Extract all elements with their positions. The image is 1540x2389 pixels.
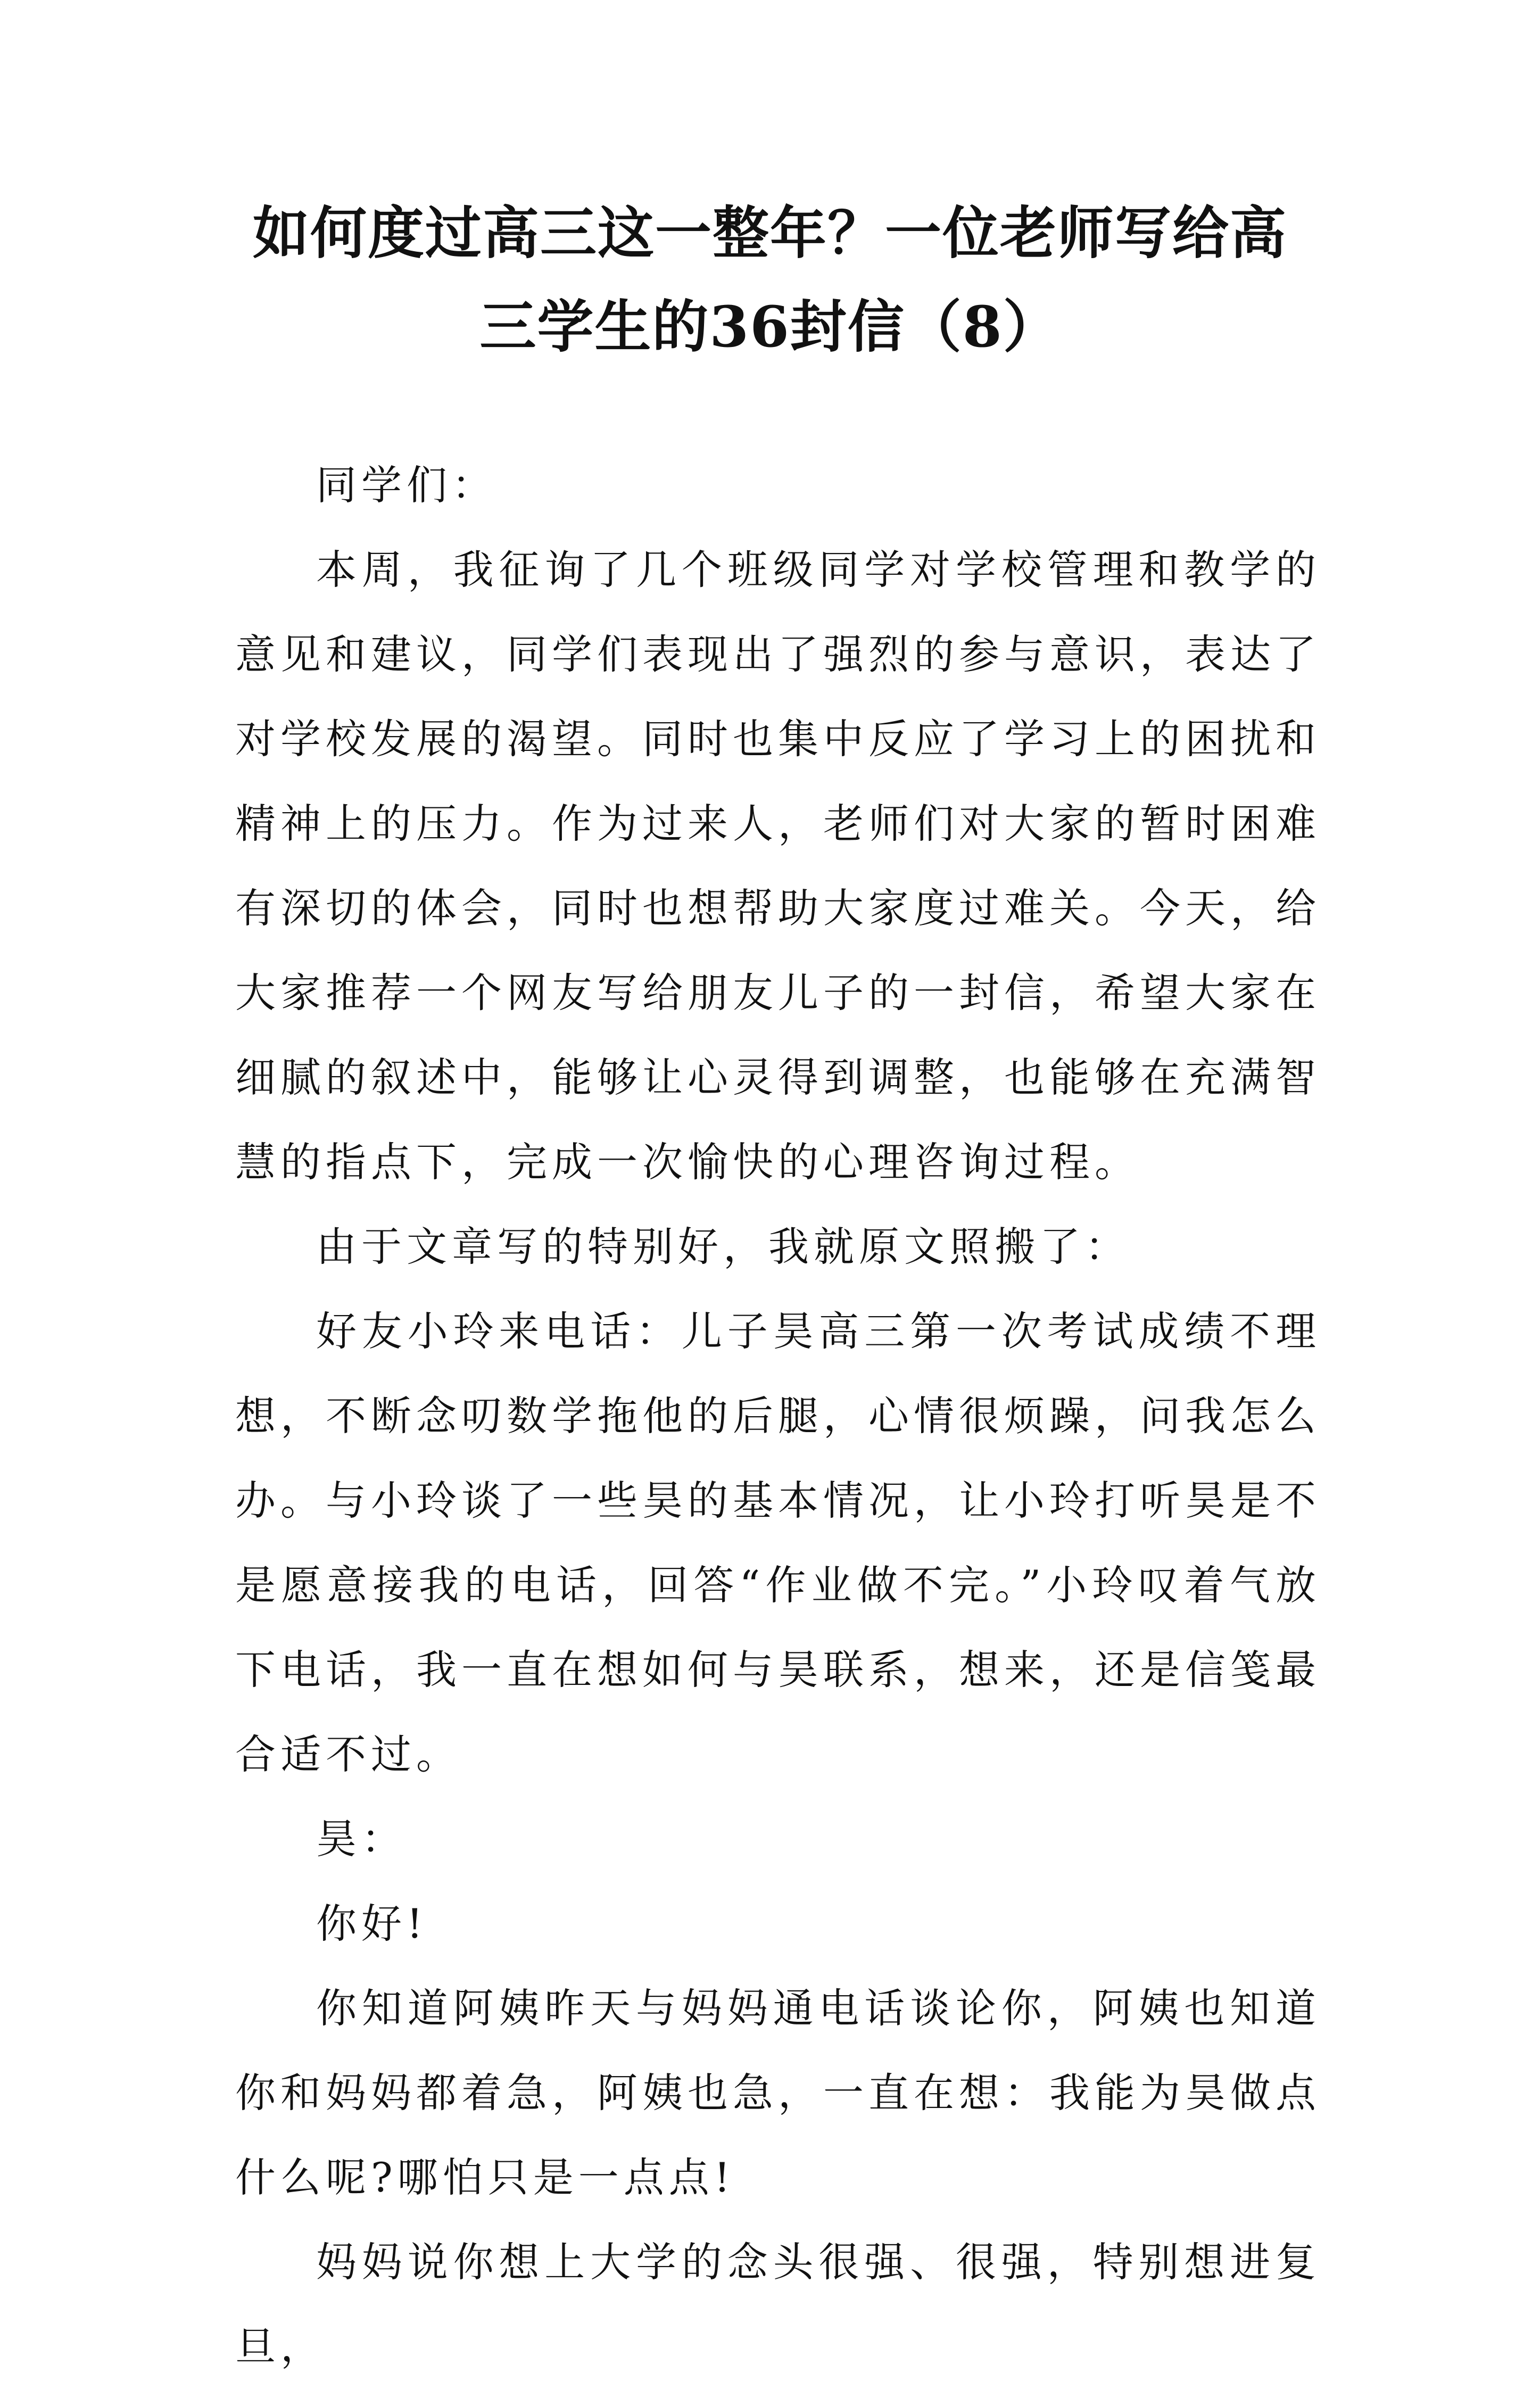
body-paragraph: 好友小玲来电话：儿子昊高三第一次考试成绩不理想，不断念叨数学拖他的后腿，心情很烦躁，问我怎么办。与小玲谈了一些昊的基本情况，让小玲打听昊是不是愿意接我的电话，回答“作业做不完。”小玲叹着气放下电话，我一直在想如何与昊联系，想来，还是信笺最合适不过。 (235, 1308, 1321, 1778)
body-paragraph: 本周，我征询了几个班级同学对学校管理和教学的意见和建议，同学们表现出了强烈的参与意识，表达了对学校发展的渴望。同时也集中反应了学习上的困扰和精神上的压力。作为过来人，老师们对大家的暂时困难有深切的体会，同时也想帮助大家度过难关。今天，给大家推荐一个网友写给朋友儿子的一封信，希望大家在细腻的叙述中，能够让心灵得到调整，也能够在充满智慧的指点下，完成一次愉快的心理咨询过程。 (235, 546, 1321, 1186)
document-title (202, 186, 1338, 374)
title-line: 三学生的36封信（8） (479, 293, 1061, 360)
document-body (235, 443, 1321, 2389)
letter-greeting: 你好! (316, 1900, 428, 1947)
body-paragraph: 妈妈说你想上大学的念头很强、很强，特别想进复旦， (235, 2238, 1321, 2370)
body-paragraph: 你知道阿姨昨天与妈妈通电话谈论你，阿姨也知道你和妈妈都着急，阿姨也急，一直在想：我能为昊做点什么呢?哪怕只是一点点! (235, 1985, 1321, 2201)
title-line: 如何度过高三这一整年？一位老师写给高 (253, 200, 1287, 266)
letter-salutation: 昊： (316, 1815, 407, 1863)
salutation-paragraph: 同学们： (316, 461, 497, 509)
body-paragraph: 由于文章写的特别好，我就原文照搬了： (316, 1223, 1130, 1270)
